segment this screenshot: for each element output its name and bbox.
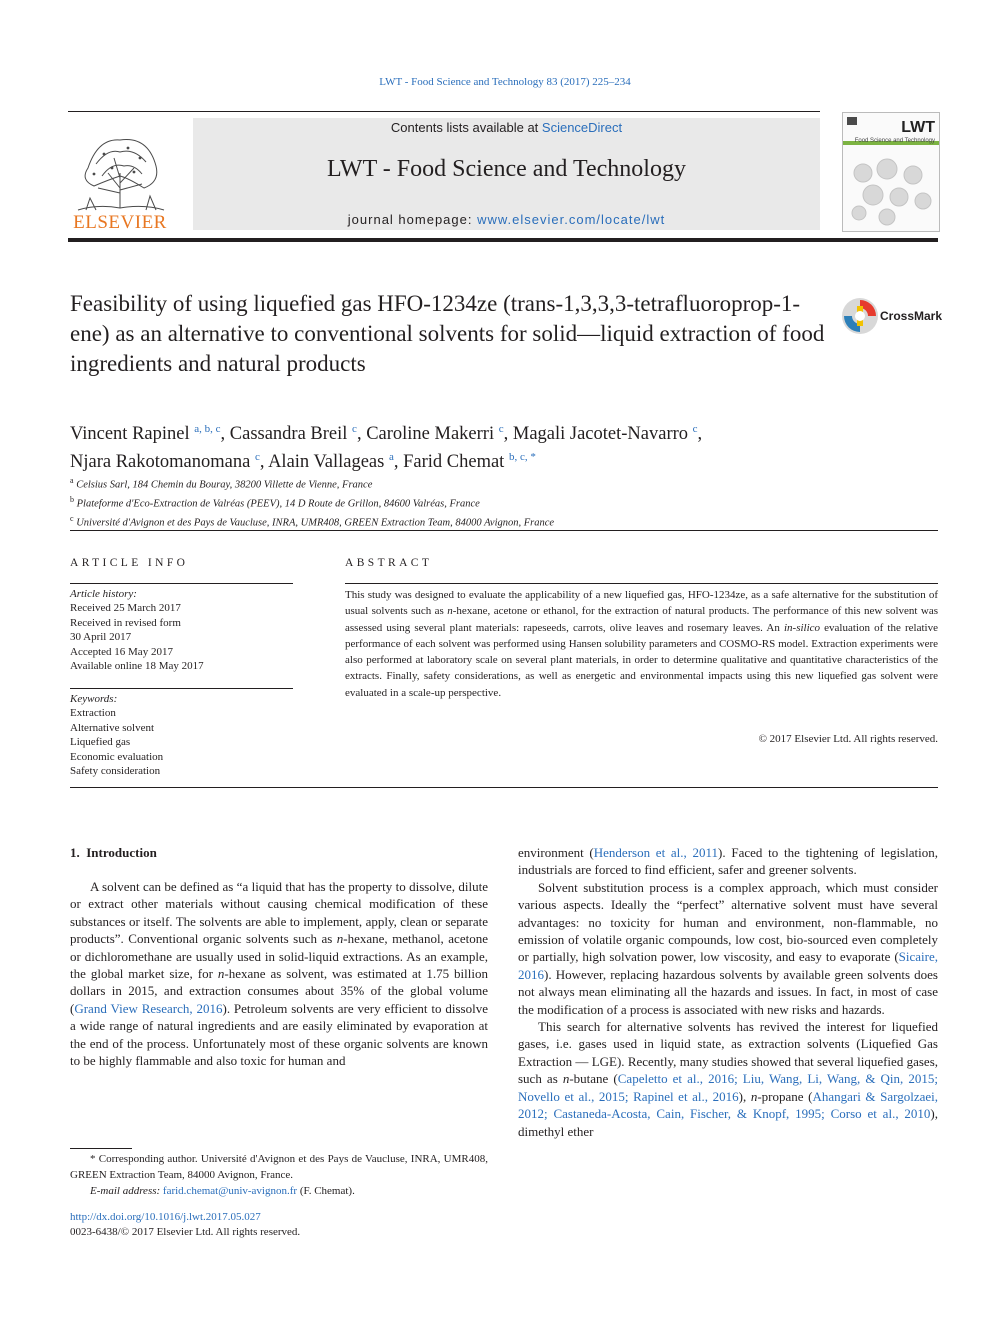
citation-link[interactable]: Grand View Research, 2016	[74, 1000, 223, 1016]
author-affiliation-marks[interactable]: b, c, *	[508, 451, 536, 464]
keyword-item: Extraction	[70, 707, 116, 720]
text-segment: environment (	[518, 845, 594, 860]
article-title: Feasibility of using liquefied gas HFO-1234ze (trans-1,3,3,3-tetrafluoroprop-1-ene) as an alternative to conventional solvents for solid—liquid extraction of food ingredients and natural products	[70, 291, 825, 376]
citation-link[interactable]: Capeletto et al., 2016; Liu, Wang, Li, Wang, & Qin, 2015; Novello et al., 2015; Rapinel et al., 2016	[518, 1071, 938, 1104]
affiliation-divider	[70, 530, 938, 531]
homepage-prefix: journal homepage:	[347, 212, 478, 227]
citation-link[interactable]: Sicaire, 2016	[518, 949, 938, 982]
doi-link[interactable]	[70, 1211, 261, 1223]
text-segment: ). However, replacing hazardous solvents by available green solvents does not always mean eliminating all the hazards and issues. In fact, in most of case the modification of a process is associated with new risks and hazards.	[518, 966, 938, 1017]
abstract-text	[345, 587, 938, 701]
contents-available-line	[193, 120, 820, 135]
abstract-bottom-rule	[70, 787, 938, 788]
author-affiliation-marks[interactable]: c	[352, 423, 357, 435]
cover-title: LWT	[901, 119, 935, 136]
email-label: E-mail address:	[90, 1185, 163, 1197]
text-segment: A solvent can be defined as “a liquid that has the property to dissolve, dilute or extract other materials without causing chemical modification of these substances or itself. The solvents are able to implement, apply, clean or separate products”. Conventional organic solvents such as	[70, 879, 488, 947]
text-segment: -hexane as solvent, was estimated at 1.75 billion dollars in 2015, and extraction consumes about 35% of the global volume (	[70, 966, 488, 1016]
text-segment: -propane (	[757, 1088, 813, 1104]
italic-segment: n	[217, 966, 225, 982]
article-history	[70, 587, 293, 673]
author-affiliation-marks[interactable]: a, b, c	[194, 423, 221, 435]
crossmark-icon[interactable]	[840, 296, 880, 336]
body-column-left	[70, 878, 488, 1069]
history-item: Received 25 March 2017	[70, 602, 181, 615]
affiliation-mark: c	[70, 514, 74, 523]
journal-name: LWT - Food Science and Technology	[327, 156, 686, 182]
crossmark-label[interactable]: CrossMark	[880, 309, 943, 323]
header-top-rule	[68, 111, 820, 112]
affiliations	[70, 474, 940, 531]
body-paragraph	[518, 879, 938, 1018]
affiliation-text: Plateforme d'Eco-Extraction de Valréas (PEEV), 14 D Route de Grillon, 84600 Valréas, France	[76, 498, 480, 510]
history-item: Accepted 16 May 2017	[70, 645, 173, 658]
footnote-email-line	[70, 1183, 488, 1199]
citation-link[interactable]: Henderson et al., 2011	[593, 845, 719, 860]
sciencedirect-link[interactable]: ScienceDirect	[541, 120, 623, 135]
abstract-heading: ABSTRACT	[345, 557, 433, 569]
elsevier-wordmark: ELSEVIER	[73, 212, 167, 233]
affiliation-item	[70, 512, 940, 531]
text-segment: ), dimethyl ether	[518, 1106, 938, 1139]
text-segment: -butane (	[569, 1071, 618, 1087]
article-info-rule	[70, 583, 293, 584]
italic-segment: n	[336, 931, 344, 947]
author-name[interactable]: Caroline Makerri	[366, 424, 495, 445]
author-separator: ,	[393, 452, 404, 473]
history-item: Received in revised form	[70, 616, 181, 629]
keywords-rule	[70, 688, 293, 689]
cover-subtitle: Food Science and Technology	[854, 138, 935, 144]
journal-citation[interactable]: LWT - Food Science and Technology 83 (2017) 225–234	[379, 76, 631, 88]
author-name[interactable]: Njara Rakotomanomana	[70, 452, 251, 473]
author-name[interactable]: Cassandra Breil	[229, 424, 348, 445]
author-separator: ,	[356, 424, 367, 445]
body-paragraph	[518, 1018, 938, 1140]
affiliation-mark: b	[70, 495, 74, 504]
doi-link-text[interactable]: http://dx.doi.org/10.1016/j.lwt.2017.05.027	[70, 1211, 261, 1223]
text-segment: ). Faced to the tightening of legislation, industrials are forced to find efficient, safer and greener solvents.	[518, 845, 938, 878]
author-name[interactable]: Vincent Rapinel	[70, 424, 190, 445]
keywords-list	[70, 692, 293, 778]
author-affiliation-marks[interactable]: a	[388, 451, 394, 464]
history-item: Available online 18 May 2017	[70, 660, 204, 673]
keywords-label: Keywords:	[70, 693, 118, 705]
email-suffix: (F. Chemat).	[297, 1185, 355, 1197]
author-name[interactable]: Farid Chemat	[403, 452, 505, 473]
keyword-item: Alternative solvent	[70, 721, 155, 734]
italic-segment: n	[750, 1088, 758, 1104]
author-affiliation-marks[interactable]: c	[692, 423, 698, 435]
body-paragraph	[518, 844, 938, 879]
text-segment: -hexane, methanol, acetone or dichloromethane are usually used in solid-liquid extractions. As an example, the global market size, for	[70, 931, 488, 982]
abstract-segment: -hexane, acetone or ethanol, for the extraction of natural products. The performance of this new solvent was assessed using several plant materials: rapeseeds, carrots, olive leaves and rosemary leaves. An	[345, 605, 938, 634]
abstract-segment: This study was designed to evaluate the applicability of a new liquefied gas, HFO-1234ze, as a safe alternative for the substitution of usual solvents such as	[345, 589, 938, 618]
author-name[interactable]: Alain Vallageas	[268, 452, 385, 473]
text-segment: Solvent substitution process is a complex approach, which must consider various aspects. Ideally the “perfect” alternative solvent must have several advantages: no toxicity for human and environment, non-flammable, no emission of volatile organic compounds, low cost, bio-sourced even completely or partially, high solvation power, low viscosity, and easy to evaporate (	[518, 879, 938, 965]
keyword-item: Liquefied gas	[70, 736, 131, 749]
contents-prefix: Contents lists available at	[390, 120, 542, 135]
author-separator: ,	[220, 424, 230, 445]
author-separator: ,	[503, 424, 513, 445]
affiliation-text: Université d'Avignon et des Pays de Vaucluse, INRA, UMR408, GREEN Extraction Team, 84000 Avignon, France	[76, 517, 555, 529]
author-affiliation-marks[interactable]: c	[254, 451, 260, 464]
body-paragraph	[70, 878, 488, 1069]
affiliation-mark: a	[70, 476, 74, 485]
abstract-segment: evaluation of the relative performance of each solvent was performed using Hansen solubility parameters and COSMO-RS model. Extraction experiments were also performed at laboratory scale on several plant materials, in order to determine qualitative and quantitative characteristics of the extracts. Finally, safety considerations, as well as energetic and environmental impacts using this new liquefied gas solvent were evaluated in a scale-up perspective.	[345, 621, 938, 699]
section-heading-introduction: 1. Introduction	[70, 845, 157, 860]
text-segment: ). Petroleum solvents are very efficient to dissolve a wide range of natural ingredients and are easily eliminated by evaporation at the end of the process. Unfortunately most of these organic solvents are known to be highly flammable and also toxic for human and	[70, 1000, 488, 1069]
text-segment: ),	[738, 1088, 751, 1104]
citation-link[interactable]: Ahangari & Sargolzaei, 2012; Castaneda-Acosta, Cain, Fischer, & Knopf, 1995; Corso et al., 2010	[518, 1088, 938, 1122]
header-bottom-rule	[68, 238, 938, 242]
abstract-rule	[345, 583, 938, 584]
article-info-heading: ARTICLE INFO	[70, 557, 189, 569]
italic-segment: n	[562, 1071, 570, 1087]
affiliation-text: Celsius Sarl, 184 Chemin du Bouray, 38200 Villette de Vienne, France	[76, 479, 373, 491]
keyword-item: Safety consideration	[70, 765, 161, 778]
affiliation-item	[70, 474, 940, 493]
footnote-text: * Corresponding author. Université d'Avignon et des Pays de Vaucluse, INRA, UMR408, GREEN Extraction Team, 84000 Avignon, France.	[70, 1153, 488, 1181]
author-affiliation-marks[interactable]: c	[498, 423, 504, 435]
affiliation-item	[70, 493, 940, 512]
footnote-rule	[70, 1148, 132, 1149]
abstract-copyright: © 2017 Elsevier Ltd. All rights reserved.	[758, 733, 938, 745]
journal-cover-thumbnail[interactable]	[842, 112, 940, 232]
homepage-link[interactable]: www.elsevier.com/locate/lwt	[477, 212, 666, 227]
corresponding-author-footnote	[70, 1151, 488, 1199]
history-item: 30 April 2017	[70, 631, 132, 644]
body-column-right	[518, 844, 938, 1140]
text-segment: This search for alternative solvents has revived the interest for liquefied gases, i.e. gases used in liquid state, as extraction solvents (Liquefied Gas Extraction — LGE). Recently, many studies showed that several liquefied gases, such as	[518, 1019, 938, 1087]
email-link[interactable]: farid.chemat@univ-avignon.fr	[162, 1185, 298, 1197]
author-separator: ,	[259, 452, 269, 473]
author-separator: ,	[697, 424, 703, 445]
author-name[interactable]: Magali Jacotet-Navarro	[512, 424, 689, 445]
abstract-italic: n	[447, 605, 453, 618]
history-label: Article history:	[70, 588, 137, 600]
author-list	[70, 418, 940, 474]
keyword-item: Economic evaluation	[70, 750, 164, 763]
journal-homepage-line	[193, 212, 820, 227]
issn-copyright: 0023-6438/© 2017 Elsevier Ltd. All rights reserved.	[70, 1226, 301, 1238]
abstract-italic: in-silico	[783, 621, 821, 634]
